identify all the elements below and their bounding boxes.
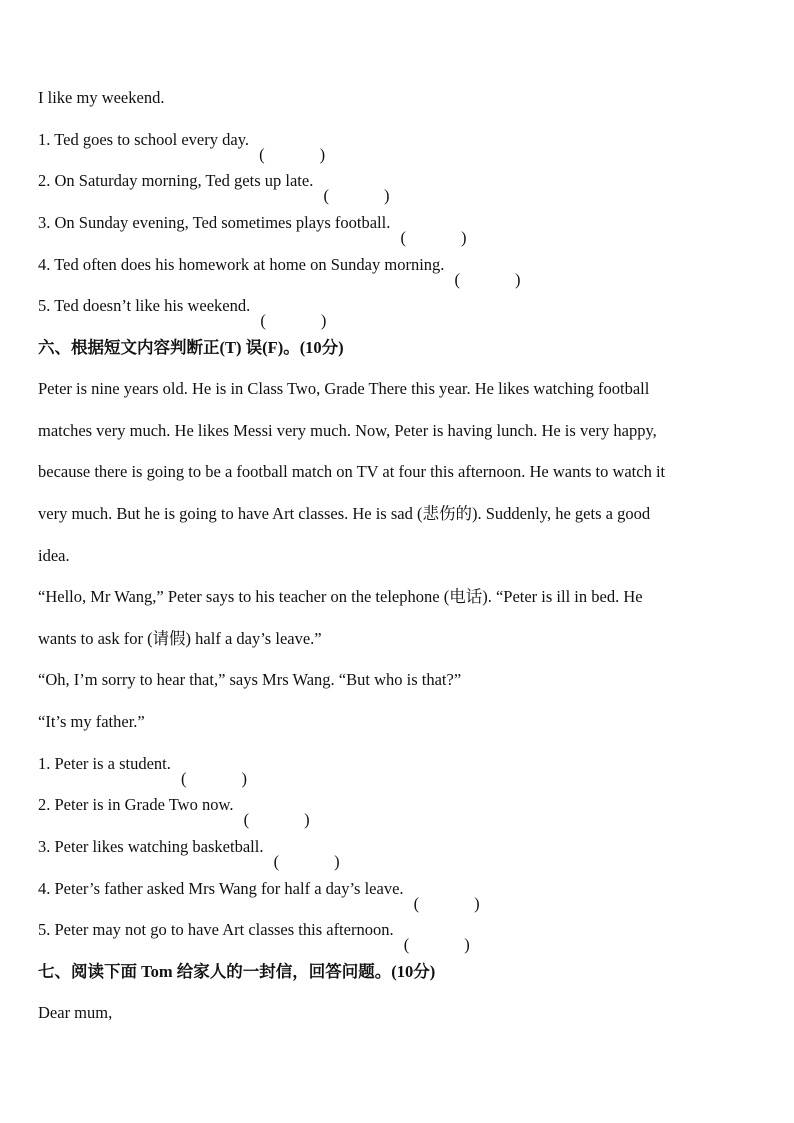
tf-question-5-2: 2. On Saturday morning, Ted gets up late. ( ) (38, 171, 390, 205)
passage-line: Peter is nine years old. He is in Class Two, Grade There this year. He likes watching football (38, 379, 650, 398)
passage-line: because there is going to be a football match on TV at four this afternoon. He wants to watch it (38, 462, 666, 481)
tf-question-5-4: 4. Ted often does his homework at home on Sunday morning. ( ) (38, 255, 521, 289)
passage-line: matches very much. He likes Messi very much. Now, Peter is having lunch. He is very happy, (38, 421, 657, 440)
tf-question-6-4: 4. Peter’s father asked Mrs Wang for half a day’s leave. ( ) (38, 879, 480, 913)
section-seven-heading: 七、阅读下面 Tom 给家人的一封信，回答问题。(10分) (38, 962, 436, 981)
passage-line: idea. (38, 546, 70, 565)
section-six-heading: 六、根据短文内容判断正(T) 误(F)。(10分) (38, 338, 344, 357)
tf-question-5-1: 1. Ted goes to school every day. ( ) (38, 130, 326, 164)
passage-line: very much. But he is going to have Art classes. He is sad (悲伤的). Suddenly, he gets a good (38, 504, 651, 523)
passage-line: “It’s my father.” (38, 712, 145, 731)
tf-question-5-5: 5. Ted doesn’t like his weekend. ( ) (38, 296, 327, 330)
tf-question-6-1: 1. Peter is a student. ( ) (38, 754, 248, 788)
tf-question-5-3: 3. On Sunday evening, Ted sometimes plays football. ( ) (38, 213, 467, 247)
letter-salutation: Dear mum, (38, 1003, 113, 1022)
passage-line: “Oh, I’m sorry to hear that,” says Mrs Wang. “But who is that?” (38, 670, 462, 689)
passage-line: wants to ask for (请假) half a day’s leave.” (38, 629, 322, 648)
passage-last-line: I like my weekend. (38, 88, 165, 107)
tf-question-6-5: 5. Peter may not go to have Art classes this afternoon. ( ) (38, 920, 470, 954)
tf-question-6-2: 2. Peter is in Grade Two now. ( ) (38, 795, 310, 829)
passage-line: “Hello, Mr Wang,” Peter says to his teacher on the telephone (电话). “Peter is ill in bed. He (38, 587, 643, 606)
tf-question-6-3: 3. Peter likes watching basketball. ( ) (38, 837, 340, 871)
